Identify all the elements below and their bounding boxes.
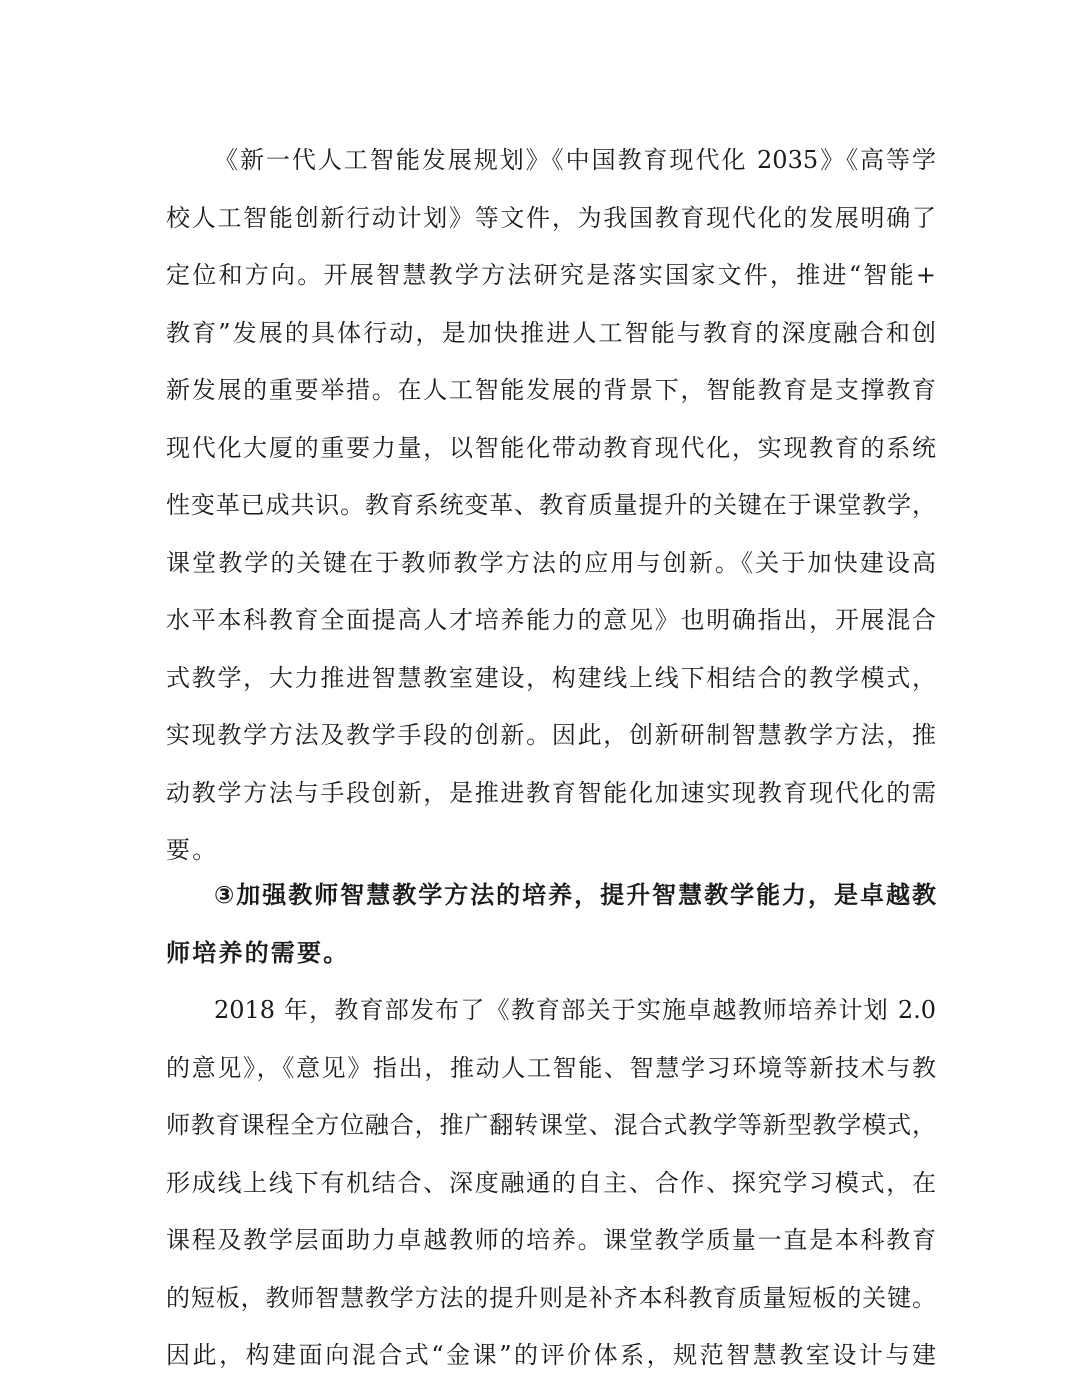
paragraph-line: 要。 [166,836,219,864]
paragraph-line: 教育”发展的具体行动，是加快推进人工智能与教育的深度融合和创 [166,318,936,347]
paragraph-line: 形成线上线下有机结合、深度融通的自主、合作、探究学习模式，在 [166,1168,936,1197]
paragraph-line: 师教育课程全方位融合，推广翻转课堂、混合式教学等新型教学模式， [166,1111,936,1139]
paragraph-line: 定位和方向。开展智慧教学方法研究是落实国家文件，推进“智能+ [166,261,936,289]
paragraph-policy-documents [166,132,936,880]
paragraph-line: 2018 年，教育部发布了《教育部关于实施卓越教师培养计划 2.0 [214,996,936,1024]
paragraph-line: 因此，构建面向混合式“金课”的评价体系，规范智慧教室设计与建 [166,1341,936,1369]
paragraph-excellent-teacher-plan [166,982,936,1385]
paragraph-line: 的意见》，《意见》指出，推动人工智能、智慧学习环境等新技术与教 [166,1053,936,1082]
paragraph-line: 动教学方法与手段创新，是推进教育智能化加速实现教育现代化的需 [166,778,936,807]
paragraph-line: 的短板，教师智慧教学方法的提升则是补齐本科教育质量短板的关键。 [166,1283,936,1312]
heading-line: ③加强教师智慧教学方法的培养，提升智慧教学能力，是卓越教 [214,881,936,909]
section-heading-teacher-training [166,867,936,982]
paragraph-line: 课堂教学的关键在于教师教学方法的应用与创新。《关于加快建设高 [166,548,936,577]
heading-line: 师培养的需要。 [166,938,350,967]
paragraph-line: 现代化大厦的重要力量，以智能化带动教育现代化，实现教育的系统 [166,433,936,462]
paragraph-line: 水平本科教育全面提高人才培养能力的意见》也明确指出，开展混合 [166,606,936,634]
paragraph-line: 新发展的重要举措。在人工智能发展的背景下，智能教育是支撑教育 [166,376,936,404]
paragraph-line: 性变革已成共识。教育系统变革、教育质量提升的关键在于课堂教学， [166,491,936,519]
paragraph-line: 式教学，大力推进智慧教室建设，构建线上线下相结合的教学模式， [166,663,936,692]
paragraph-line: 实现教学方法及教学手段的创新。因此，创新研制智慧教学方法，推 [166,721,936,749]
paragraph-line: 课程及教学层面助力卓越教师的培养。课堂教学质量一直是本科教育 [166,1226,936,1254]
paragraph-line: 《新一代人工智能发展规划》《中国教育现代化 2035》《高等学 [214,146,936,174]
paragraph-line: 校人工智能创新行动计划》等文件，为我国教育现代化的发展明确了 [166,203,936,232]
